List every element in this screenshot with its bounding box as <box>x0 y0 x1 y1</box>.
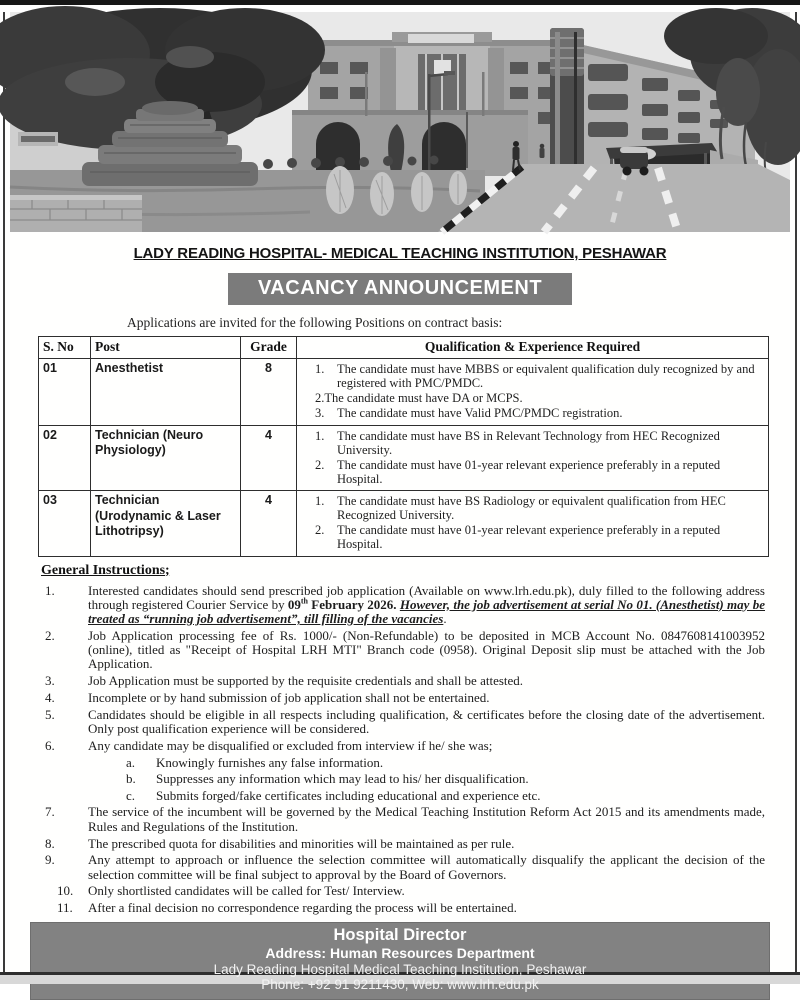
qual-item: 1. The candidate must have MBBS or equivalent qualification duly recognized by and registered with PMC/PMDC. <box>315 362 755 391</box>
row1-sno: 01 <box>39 359 91 426</box>
qual-item: 1. The candidate must have BS in Relevant Technology from HEC Recognized University. <box>315 428 720 457</box>
qual-item: 1. The candidate must have BS Radiology or equivalent qualification from HEC Recognized University. <box>315 494 726 523</box>
row2-qualifications <box>297 425 769 491</box>
instruction-item-10: 10. Only shortlisted candidates will be called for Test/ Interview. <box>57 883 405 899</box>
sub-item-a: a. Knowingly furnishes any false information. <box>126 754 384 770</box>
qual-item: 2. The candidate must have 01-year relevant experience preferably in a reputed Hospital. <box>315 523 721 552</box>
row2-sno: 02 <box>39 425 91 491</box>
hospital-title: LADY READING HOSPITAL- MEDICAL TEACHING INSTITUTION, PESHAWAR <box>133 245 667 262</box>
instruction-item-5: 5. Candidates should be eligible in all respects including qualification, & certificates before the closing date of the advertisement. Only post qualification experience will be considered. <box>45 706 765 737</box>
qual-item: 3. The candidate must have Valid PMC/PMDC registration. <box>315 406 623 421</box>
running-job-emphasis: However, the job advertisement at serial No 01. (Anesthetist) may be treated as “running job advertisement”, till filling of the vacancies <box>88 596 766 627</box>
instruction-6-sublist <box>120 756 765 804</box>
header-qualification: Qualification & Experience Required <box>297 337 769 359</box>
row2-post: Technician (Neuro Physiology) <box>91 425 241 491</box>
row1-grade: 8 <box>241 359 297 426</box>
advertisement-page <box>3 12 797 993</box>
sub-item-c: c. Submits forged/fake certificates including educational and experience etc. <box>126 787 541 803</box>
general-instructions-list <box>41 584 765 916</box>
page-top-border <box>0 0 800 5</box>
banner-row <box>5 273 795 305</box>
qual-item: 2. The candidate must have 01-year relevant experience preferably in a reputed Hospital. <box>315 457 721 486</box>
footer-contact-box <box>30 922 770 999</box>
table-header-row <box>39 337 769 359</box>
table-row <box>39 425 769 491</box>
instruction-item-1: 1. Interested candidates should send prescribed job application (Available on www.lrh.edu.pk), duly filled to the following address through registered Courier Service by 09th February 2026. However, the job advertisement at serial No 01. (Anesthetist) may be treated as “running job advertisement”, till filling of the vacancies. <box>45 582 766 627</box>
hospital-photo <box>10 12 790 232</box>
row1-post: Anesthetist <box>91 359 241 426</box>
flagpole <box>365 72 368 116</box>
qual-item: 2.The candidate must have DA or MCPS. <box>315 391 523 406</box>
row3-qualifications <box>297 491 769 557</box>
footer-hospital-director: Hospital Director <box>333 926 467 945</box>
instruction-item-9: 9. Any attempt to approach or influence the selection committee will automatically disqualify the applicant the decision of the selection committee will be final subject to approval by the Board of Governors. <box>45 852 765 882</box>
table-row <box>39 491 769 557</box>
table-row <box>39 359 769 426</box>
instruction-item-7: 7. The service of the incumbent will be governed by the Medical Teaching Institution Reform Act 2015 and its amendments made, Rules and Regulations of the Institution. <box>45 804 765 834</box>
instruction-item-2: 2. Job Application processing fee of Rs. 1000/- (Non-Refundable) to be deposited in MCB Account No. 0847608141003952 (online), titled as "Receipt of Hospital LRH MTI" Branch code (0958). Original Deposit slip must be attached with the Job Application. <box>45 627 765 672</box>
hospital-photo-svg <box>10 12 790 232</box>
sub-item-b: b. Suppresses any information which may lead to his/ her disqualification. <box>126 771 529 787</box>
flagpole-2 <box>482 72 485 116</box>
general-instructions-heading: General Instructions; <box>41 562 170 578</box>
vacancy-announcement-banner: VACANCY ANNOUNCEMENT <box>228 273 572 305</box>
footer-phone-web: Phone: +92 91 9211430, Web: www.lrh.edu.pk <box>261 977 539 993</box>
row2-grade: 4 <box>241 425 297 491</box>
header-sno: S. No <box>39 337 91 359</box>
row3-post: Technician (Urodynamic & Laser Lithotripsy) <box>91 491 241 557</box>
row3-sno: 03 <box>39 491 91 557</box>
instruction-item-6: 6. Any candidate may be disqualified or excluded from interview if he/ she was; <box>45 737 493 753</box>
header-post: Post <box>91 337 241 359</box>
intro-line: Applications are invited for the following Positions on contract basis: <box>127 315 503 330</box>
deadline-date: 09 <box>287 596 301 612</box>
instruction-item-11: 11. After a final decision no correspondence regarding the process will be entertained. <box>57 900 517 916</box>
instruction-item-3: 3. Job Application must be supported by the requisite credentials and shall be attested. <box>45 673 524 689</box>
header-grade: Grade <box>241 337 297 359</box>
row3-grade: 4 <box>241 491 297 557</box>
instruction-item-8: 8. The prescribed quota for disabilities and minorities will be maintained as per rule. <box>45 835 515 851</box>
row1-qualifications <box>297 359 769 426</box>
footer-address-dept: Address: Human Resources Department <box>265 945 535 962</box>
instruction-item-4: 4. Incomplete or by hand submission of job application shall not be entertained. <box>45 690 490 706</box>
positions-table <box>38 336 769 557</box>
building-sign <box>408 34 474 43</box>
footer-institution: Lady Reading Hospital Medical Teaching Institution, Peshawar <box>213 961 587 977</box>
